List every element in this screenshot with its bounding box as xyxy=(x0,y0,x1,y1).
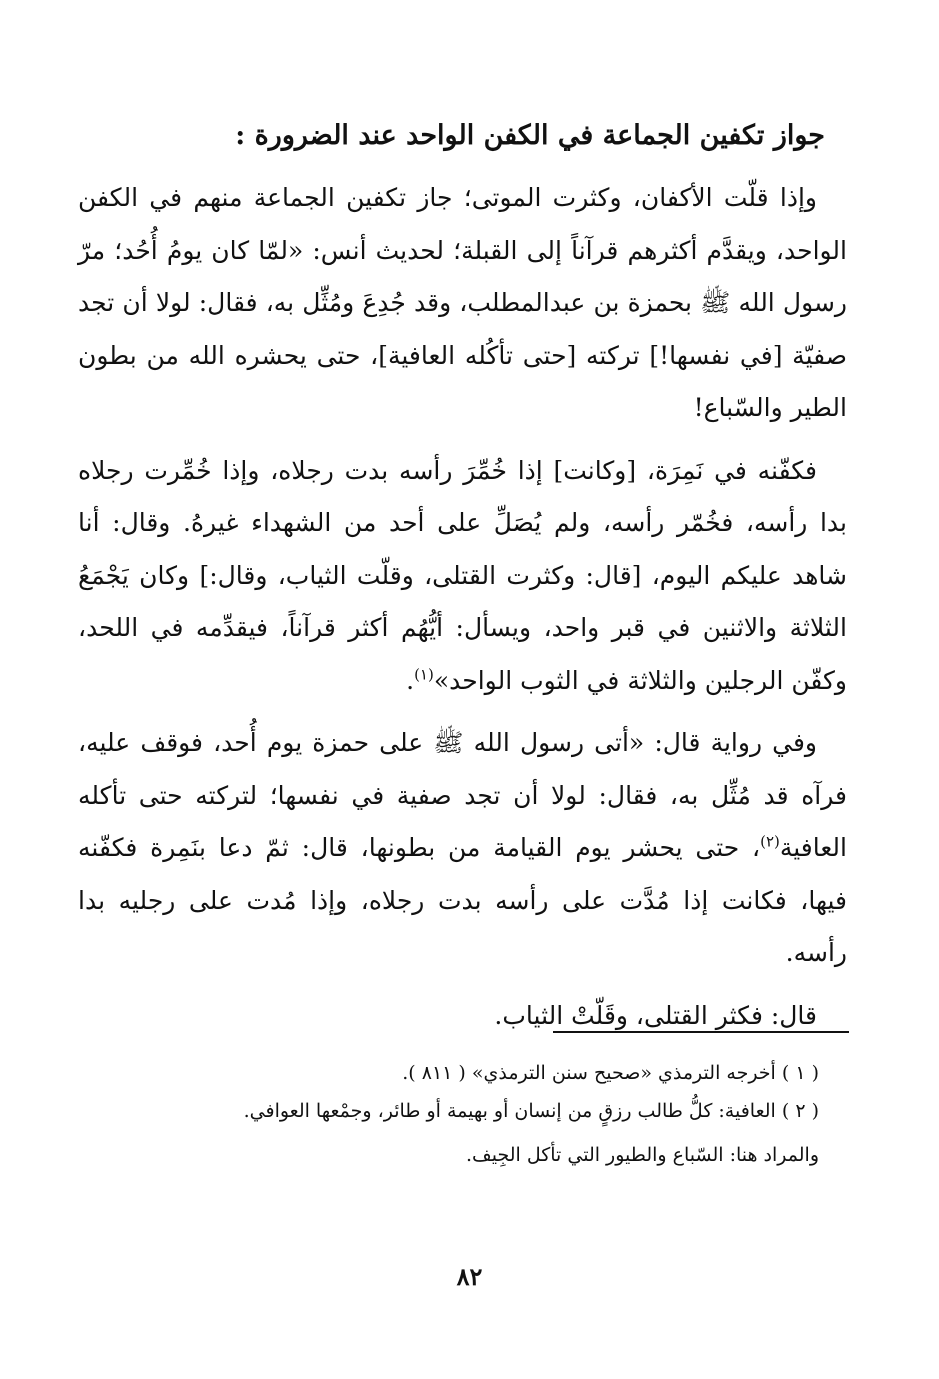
footnote-2: ( ٢ ) العافية: كلُّ طالب رزقٍ من إنسان أو بهيمة أو طائر، وجمْعها العوافي. xyxy=(243,1100,819,1122)
paragraph-4-text: قال: فكثر القتلى، وقَلّتْ الثياب. xyxy=(494,1000,817,1030)
footnote-1: ( ١ ) أخرجه الترمذي «صحيح سنن الترمذي» ( ٨١١ ). xyxy=(402,1062,819,1084)
section-heading: جواز تكفين الجماعة في الكفن الواحد عند الضرورة : xyxy=(235,120,825,151)
paragraph-2-text: فكفّنه في نَمِرَة، [وكانت] إذا خُمِّرَ رأسه بدت رجلاه، وإذا خُمِّرت رجلاه بدا رأسه، فخُمّر رأسه، ولم يُصَلِّ على أحد من الشهداء غيرهُ. وقال: أنا شاهد عليكم اليوم، [قال: وكثرت القتلى، وقلّت الثياب، وقال:] وكان يَجْمَعُ الثلاثة والاثنين في قبر واحد، ويسأل: أيُّهُم أكثر قرآناً، فيقدِّمه في اللحد، وكفّن الرجلين والثلاثة في الثوب الواحد» xyxy=(78,455,847,695)
footnote-ref-1[interactable]: (١) xyxy=(414,665,434,684)
footnote-2-continuation: والمراد هنا: السّباع والطيور التي تأكل الجِيف. xyxy=(466,1144,819,1166)
page-body xyxy=(78,108,847,1379)
footnote-divider xyxy=(553,1031,849,1033)
paragraph-3-text: وفي رواية قال: «أتى رسول الله ﷺ على حمزة يوم أُحد، فوقف عليه، فرآه قد مُثِّل به، فقال: لولا أن تجد صفية في نفسها؛ لتركته حتى تأكله العافية xyxy=(78,728,847,862)
paragraph-1 xyxy=(78,172,847,435)
page-number: ٨٢ xyxy=(456,1262,483,1291)
footnotes xyxy=(100,1054,819,1174)
footnote-ref-2[interactable]: (٢) xyxy=(760,832,780,851)
paragraph-2 xyxy=(78,445,847,708)
paragraph-1-text: وإذا قلّت الأكفان، وكثرت الموتى؛ جاز تكفين الجماعة منهم في الكفن الواحد، ويقدَّم أكثرهم قرآناً إلى القبلة؛ لحديث أنس: «لمّا كان يومُ أُحُد؛ مرّ رسول الله ﷺ بحمزة بن عبدالمطلب، وقد جُدِعَ ومُثِّل به، فقال: لولا أن تجد صفيّة [في نفسها!] تركته [حتى تأكُله العافية]، حتى يحشره الله من بطون الطير والسّباع! xyxy=(78,183,848,422)
paragraph-2-end: . xyxy=(406,665,415,695)
paragraph-3 xyxy=(78,717,847,980)
paragraph-3-rest: ، حتى يحشر يوم القيامة من بطونها، قال: ثمّ دعا بنَمِرة فكفّنه فيها، فكانت إذا مُدَّت على رأسه بدت رجلاه، وإذا مُدت على رجليه بدا رأسه. xyxy=(78,833,847,967)
paragraph-4 xyxy=(78,990,847,1043)
